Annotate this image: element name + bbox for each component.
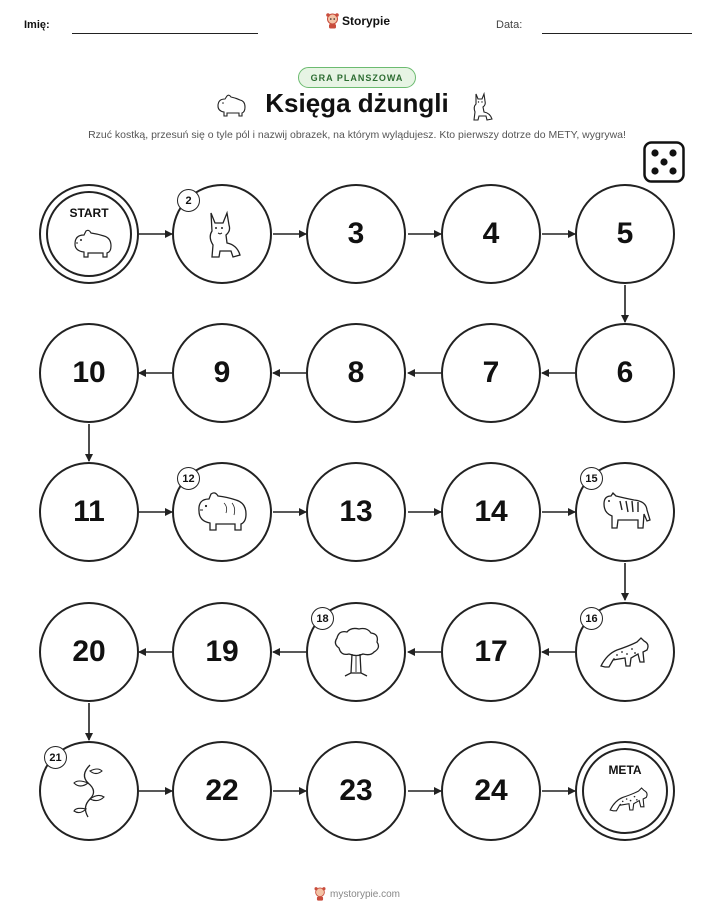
name-label: Imię:: [24, 19, 50, 31]
page-title: Księga dżungli: [265, 88, 449, 118]
space-number: 9: [213, 356, 231, 389]
start-space: [39, 184, 139, 284]
tiger-icon: [598, 490, 652, 534]
space-number: 24: [474, 774, 508, 807]
space-number: 15: [580, 467, 603, 490]
board-space-15: [575, 462, 675, 562]
space-number: 5: [616, 217, 634, 250]
storypie-mascot-icon: [314, 887, 326, 901]
space-number: 3: [347, 217, 365, 250]
bear-icon: [194, 489, 250, 535]
leopard-icon: [607, 783, 651, 815]
board-space-6: [575, 323, 675, 423]
date-label: Data:: [496, 19, 523, 31]
space-number: 13: [339, 495, 373, 528]
space-number: 4: [482, 217, 500, 250]
finish-label: META: [608, 763, 642, 777]
board-space-24: [441, 741, 541, 841]
board-space-12: [172, 462, 272, 562]
space-number: 14: [474, 495, 508, 528]
bear-icon: [71, 226, 115, 260]
wolf-icon: [199, 207, 245, 261]
board-space-16: [575, 602, 675, 702]
board-space-22: [172, 741, 272, 841]
board-space-11: [39, 462, 139, 562]
space-number: 16: [580, 607, 603, 630]
finish-space: [575, 741, 675, 841]
space-number: 11: [73, 495, 105, 528]
board-space-3: [306, 184, 406, 284]
instructions-text: Rzuć kostką, przesuń się o tyle pól i nazwij obrazek, na którym wylądujesz. Kto pierwszy dotrze do METY, wygrywa!: [88, 129, 626, 141]
space-number: 22: [205, 774, 239, 807]
vine-icon: [68, 763, 110, 819]
board-space-17: [441, 602, 541, 702]
game-type-badge: GRA PLANSZOWA: [298, 67, 416, 88]
space-number: 10: [72, 356, 106, 389]
tree-icon: [331, 626, 381, 678]
board-space-7: [441, 323, 541, 423]
space-number: 18: [311, 607, 334, 630]
board-space-4: [441, 184, 541, 284]
space-number: 21: [44, 746, 67, 769]
space-number: 7: [482, 356, 500, 389]
board-space-14: [441, 462, 541, 562]
start-label: START: [69, 206, 109, 220]
space-number: 17: [474, 635, 508, 668]
board-space-9: [172, 323, 272, 423]
space-number: 2: [177, 189, 200, 212]
board-space-18: [306, 602, 406, 702]
board-space-23: [306, 741, 406, 841]
footer: [0, 887, 714, 901]
space-number: 8: [347, 356, 365, 389]
brand-name: Storypie: [342, 14, 391, 28]
space-number: 19: [205, 635, 239, 668]
space-number: 23: [339, 774, 373, 807]
board-space-21: [39, 741, 139, 841]
board-space-8: [306, 323, 406, 423]
space-number: 12: [177, 467, 200, 490]
board-space-5: [575, 184, 675, 284]
leopard-icon: [597, 632, 653, 672]
board-space-10: [39, 323, 139, 423]
space-number: 6: [616, 356, 634, 389]
space-number: 20: [72, 635, 106, 668]
board-space-13: [306, 462, 406, 562]
board-space-19: [172, 602, 272, 702]
footer-url[interactable]: mystorypie.com: [329, 888, 400, 900]
board-space-20: [39, 602, 139, 702]
board-space-2: [172, 184, 272, 284]
